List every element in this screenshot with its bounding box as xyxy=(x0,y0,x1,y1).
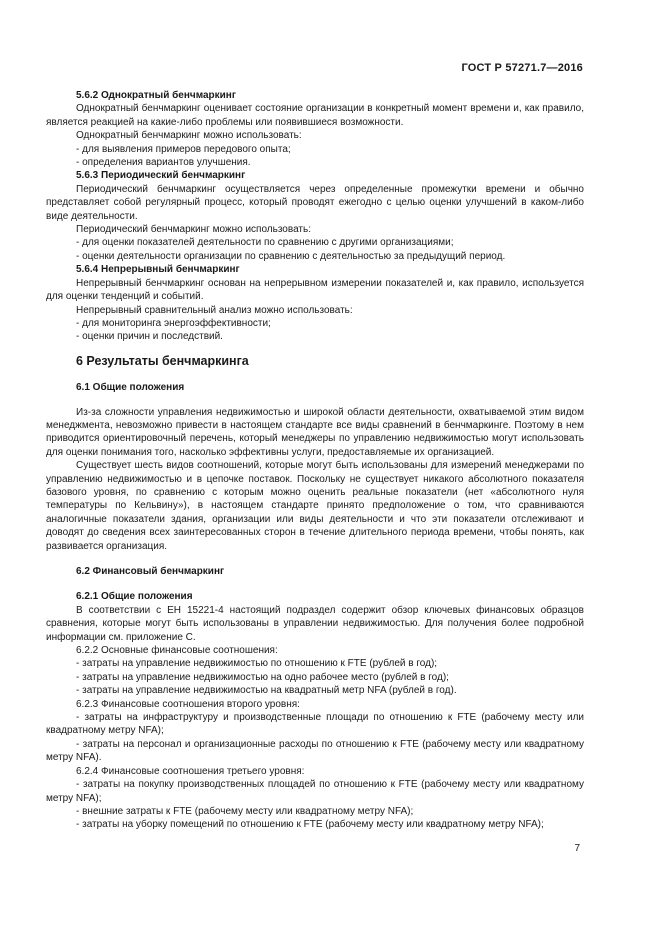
paragraph: Непрерывный сравнительный анализ можно использовать: xyxy=(76,304,353,316)
paragraph: Непрерывный бенчмаркинг основан на непрерывном измерении показателей и, как правило, используется для оценки тенденций и событий. xyxy=(46,277,584,303)
list-item: - внешние затраты к FTE (рабочему месту или квадратному метру NFA); xyxy=(76,805,414,817)
paragraph: Однократный бенчмаркинг оценивает состояние организации в конкретный момент времени и, как правило, является реакцией на какие-либо проблемы или появившиеся возможности. xyxy=(46,103,584,128)
list-item: - затраты на управление недвижимостью на одно рабочее место (рублей в год); xyxy=(76,671,449,683)
section-heading: 5.6.4 Непрерывный бенчмаркинг xyxy=(76,264,240,276)
paragraph: Периодический бенчмаркинг можно использовать: xyxy=(76,224,311,236)
list-item: - затраты на управление недвижимостью на квадратный метр NFA (рублей в год). xyxy=(76,685,457,697)
list-item: - определения вариантов улучшения. xyxy=(76,157,251,169)
standard-header: ГОСТ Р 57271.7—2016 xyxy=(461,62,583,74)
list-item: - затраты на покупку производственных площадей по отношению к FTE (рабочему месту или квадратному метру NFA); xyxy=(46,779,584,804)
numbered-clause: 6.2.4 Финансовые соотношения третьего уровня: xyxy=(76,765,305,777)
list-item: - оценки причин и последствий. xyxy=(76,331,223,343)
list-item: - затраты на управление недвижимостью по отношению к FTE (рублей в год); xyxy=(76,658,438,670)
paragraph: Периодический бенчмаркинг осуществляется через определенные промежутки времени и обычно представляет собой регулярный процесс, который проводят ежегодно с целью оценки улучшений в каком-либо виде деятельности. xyxy=(46,183,584,222)
list-item: - затраты на инфраструктуру и производственные площади по отношению к FTE (рабочему месту или квадратному метру NFA); xyxy=(46,712,584,737)
list-item: - для выявления примеров передового опыта; xyxy=(76,143,291,155)
section-heading: 5.6.3 Периодический бенчмаркинг xyxy=(76,170,246,182)
paragraph: Однократный бенчмаркинг можно использовать: xyxy=(76,130,302,142)
paragraph: Из-за сложности управления недвижимостью и широкой области деятельности, охватываемой этим видом менеджмента, невозможно привести в настоящем стандарте все виды сравнений в бенчмаркинге. Поэтому в нем приводится ориентировочный перечень, который менеджеры по управлению недвижимостью могут использовать для оценки понимания того, насколько эффективны услуги, предоставляемые их организацией. xyxy=(46,406,584,458)
subsection-heading: 6.1 Общие положения xyxy=(76,382,185,394)
document-body xyxy=(46,89,584,832)
list-item: - затраты на персонал и организационные расходы по отношению к FTE (рабочему месту или квадратному метру NFA). xyxy=(46,738,584,764)
list-item: - для оценки показателей деятельности по сравнению с другими организациями; xyxy=(76,237,454,249)
list-item: - для мониторинга энергоэффективности; xyxy=(76,317,271,329)
subsection-heading: 6.2 Финансовый бенчмаркинг xyxy=(76,566,225,577)
section-heading: 6.2.1 Общие положения xyxy=(76,591,193,603)
page-number: 7 xyxy=(574,843,580,854)
list-item: - затраты на уборку помещений по отношению к FTE (рабочему месту или квадратному метру NFA); xyxy=(76,819,544,831)
section-heading: 5.6.2 Однократный бенчмаркинг xyxy=(76,90,236,101)
chapter-heading: 6 Результаты бенчмаркинга xyxy=(76,353,249,368)
paragraph: В соответствии с ЕН 15221-4 настоящий подраздел содержит обзор ключевых финансовых образцов сравнения, которые могут быть использованы в управлении недвижимостью. Для получения более подробной информации см. приложение С. xyxy=(46,604,584,643)
paragraph: Существует шесть видов соотношений, которые могут быть использованы для измерений менеджерами по управлению недвижимостью и в цепочке поставок. Поскольку не существует никакого абсолютного показателя базового уровня, по сравнению с которым можно оценить реальные показатели (нет «абсолютного нуля температуры по Кельвину»), в настоящем стандарте принято предположение о том, что сравниваются аналогичные показатели здания, организации или виды деятельности и что эти показатели отслеживают и доводят до сведения всех заинтересованных сторон в течение длительного периода времени, чтобы понять, как развивается организация. xyxy=(46,460,584,552)
list-item: - оценки деятельности организации по сравнению с деятельностью за предыдущий период. xyxy=(76,250,506,262)
numbered-clause: 6.2.3 Финансовые соотношения второго уровня: xyxy=(76,698,300,710)
numbered-clause: 6.2.2 Основные финансовые соотношения: xyxy=(76,645,278,657)
